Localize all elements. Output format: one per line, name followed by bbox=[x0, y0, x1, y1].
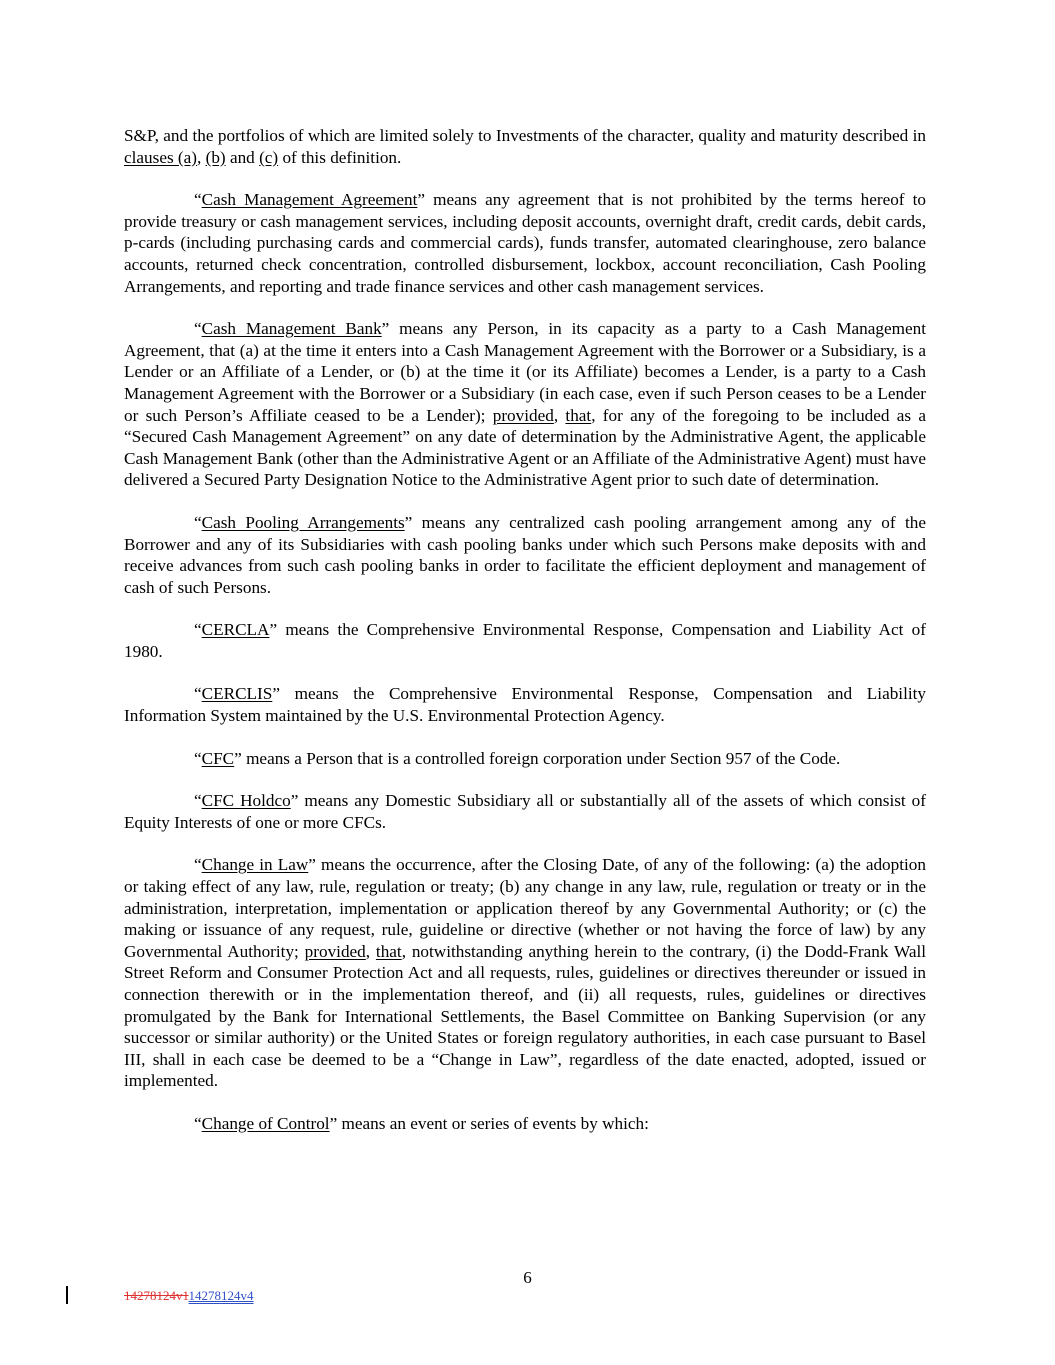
provided-underline: provided bbox=[492, 405, 554, 425]
document-body bbox=[124, 125, 926, 1156]
definition-cerclis: “CERCLIS” means the Comprehensive Environmental Response, Compensation and Liability Information System maintained by the U.S. Environmental Protection Agency. bbox=[124, 684, 926, 726]
clause-b-reference: (b) bbox=[205, 147, 226, 167]
paragraph-sp-portfolios: S&P, and the portfolios of which are limited solely to Investments of the character, quality and maturity described in clauses (a), (b) and (c) of this definition. bbox=[124, 126, 926, 167]
defined-term: Change in Law bbox=[201, 855, 309, 875]
definition-cash-management-bank: “Cash Management Bank” means any Person, in its capacity as a party to a Cash Management Agreement, that (a) at the time it enters into a Cash Management Agreement with the Borrower or a Subsidiary, is a Lender or an Affiliate of a Lender, or (b) at the time it (or its Affiliate) becomes a Lender, is a party to a Cash Management Agreement with the Borrower or a Subsidiary (in each case, even if such Person ceases to be a Lender or such Person’s Affiliate ceased to be a Lender); provided, that, for any of the foregoing to be included as a “Secured Cash Management Agreement” on any date of determination by the Administrative Agent, the applicable Cash Management Bank (other than the Administrative Agent or an Affiliate of the Administrative Agent) must have delivered a Secured Party Designation Notice to the Administrative Agent prior to such date of determination. bbox=[124, 319, 927, 490]
clause-c-reference: (c) bbox=[259, 147, 279, 167]
defined-term: Change of Control bbox=[201, 1113, 330, 1133]
definition-cash-management-agreement: “Cash Management Agreement” means any agreement that is not prohibited by the terms hereof to provide treasury or cash management services, including deposit accounts, overnight draft, credit cards, debit cards, p-cards (including purchasing cards and commercial cards), funds transfer, automated clearinghouse, zero balance accounts, returned check concentration, controlled disbursement, lockbox, account reconciliation, Cash Pooling Arrangements, and reporting and trade finance services and other cash management services. bbox=[124, 190, 926, 296]
definition-change-in-law: “Change in Law” means the occurrence, after the Closing Date, of any of the following: (a) the adoption or taking effect of any law, rule, regulation or treaty; (b) any change in any law, rule, regulation or treaty or in the administration, interpretation, implementation or application thereof by any Governmental Authority; or (c) the making or issuance of any request, rule, guideline or directive (whether or not having the force of law) by any Governmental Authority; provided, that, notwithstanding anything herein to the contrary, (i) the Dodd-Frank Wall Street Reform and Consumer Protection Act and all requests, rules, guidelines or directives thereunder or issued in connection therewith or in the implementation thereof, and (ii) all requests, rules, guidelines or directives promulgated by the Bank for International Settlements, the Basel Committee on Banking Supervision (or any successor or similar authority) or the United States or foreign regulatory authorities, in each case pursuant to Basel III, shall in each case be deemed to be a “Change in Law”, regardless of the date enacted, adopted, issued or implemented. bbox=[124, 855, 926, 1091]
definition-cfc: “CFC” means a Person that is a controlled foreign corporation under Section 957 of the Code. bbox=[194, 748, 841, 768]
revision-change-bar bbox=[66, 1286, 68, 1304]
defined-term: Cash Management Agreement bbox=[201, 190, 418, 210]
definition-cash-pooling-arrangements: “Cash Pooling Arrangements” means any centralized cash pooling arrangement among any of the Borrower and any of its Subsidiaries with cash pooling banks under which such Persons make deposits with and receive advances from such cash pooling banks in order to facilitate the efficient deployment and management of cash of such Persons. bbox=[124, 512, 926, 597]
page-number: 6 bbox=[523, 1268, 532, 1287]
document-id-deleted: 14278124v1 bbox=[124, 1288, 189, 1303]
defined-term: CERCLIS bbox=[201, 684, 273, 704]
defined-term: Cash Management Bank bbox=[201, 319, 382, 339]
definition-cercla: “CERCLA” means the Comprehensive Environmental Response, Compensation and Liability Act of 1980. bbox=[124, 620, 926, 661]
document-id-inserted: 14278124v4 bbox=[188, 1288, 254, 1303]
defined-term: CFC bbox=[201, 748, 235, 768]
document-id bbox=[124, 1288, 254, 1304]
that-underline: that bbox=[375, 941, 402, 961]
provided-underline: provided bbox=[304, 941, 366, 961]
definition-cfc-holdco: “CFC Holdco” means any Domestic Subsidiary all or substantially all of the assets of which consist of Equity Interests of one or more CFCs. bbox=[124, 791, 927, 832]
that-underline: that bbox=[565, 405, 592, 425]
defined-term: CFC Holdco bbox=[201, 791, 291, 811]
defined-term: CERCLA bbox=[201, 620, 270, 640]
defined-term: Cash Pooling Arrangements bbox=[201, 512, 405, 532]
clause-a-reference: clauses (a) bbox=[124, 147, 198, 167]
definition-change-of-control: “Change of Control” means an event or series of events by which: bbox=[194, 1113, 649, 1133]
